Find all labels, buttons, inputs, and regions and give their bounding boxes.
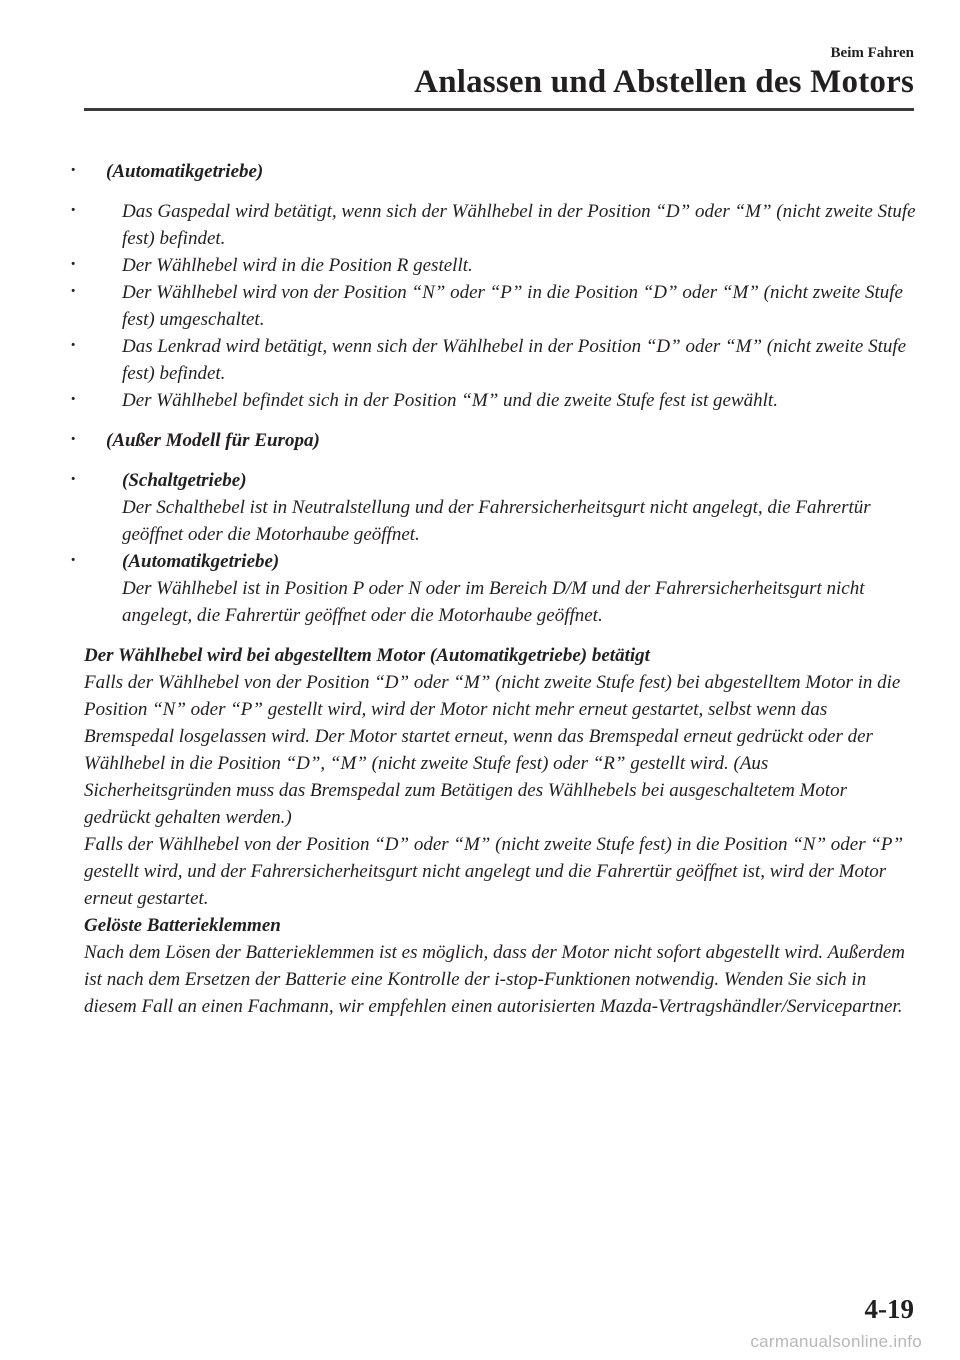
manual-text: Der Schalthebel ist in Neutralstellung und der Fahrersicherheitsgurt nicht angelegt, die Fahrertür geöffnet oder die Motorhaube geöffnet. [122, 497, 871, 545]
heading-automatic-transmission: · (Automatikgetriebe) [84, 158, 916, 185]
list-item: · Der Wählhebel wird von der Position “N” oder “P” in die Position “D” oder “M” (nicht zweite Stufe fest) umgeschaltet. [84, 279, 916, 333]
selector-lever-heading: Der Wählhebel wird bei abgestelltem Motor (Automatikgetriebe) betätigt [84, 645, 650, 666]
selector-lever-text-2: Falls der Wählhebel von der Position “D” oder “M” (nicht zweite Stufe fest) in die Position “N” oder “P” gestellt wird, und der Fahrersicherheitsgurt nicht angelegt und die Fahrertür geöffnet ist, wird der Motor erneut gestartet. [84, 834, 904, 909]
list-item: · Der Wählhebel befindet sich in der Position “M” und die zweite Stufe fest ist gewählt. [84, 387, 916, 414]
selector-lever-text-1: Falls der Wählhebel von der Position “D” oder “M” (nicht zweite Stufe fest) bei abgestelltem Motor in die Position “N” oder “P” gestellt wird, wird der Motor nicht mehr erneut gestartet, selbst wenn das Bremspedal losgelassen wird. Der Motor startet erneut, wenn das Bremspedal erneut gedrückt oder der Wählhebel in die Position “D”, “M” (nicht zweite Stufe fest) oder “R” gestellt wird. (Aus Sicherheitsgründen muss das Bremspedal zum Betätigen des Wählhebels bei ausgeschaltetem Motor gedrückt gehalten werden.) [84, 672, 901, 828]
chapter-title: Anlassen und Abstellen des Motors [414, 64, 914, 100]
automatic-text: Der Wählhebel ist in Position P oder N oder im Bereich D/M und der Fahrersicherheitsgurt nicht angelegt, die Fahrertür geöffnet oder die Motorhaube geöffnet. [122, 578, 865, 626]
heading-non-europe-model: · (Außer Modell für Europa) [84, 427, 916, 454]
manual-heading: (Schaltgetriebe) [122, 470, 247, 491]
list-item: · Der Wählhebel wird in die Position R gestellt. [84, 252, 916, 279]
list-item: · Das Lenkrad wird betätigt, wenn sich der Wählhebel in der Position “D” oder “M” (nicht zweite Stufe fest) befindet. [84, 333, 916, 387]
automatic-conditions-list [84, 198, 916, 414]
non-europe-conditions-list [84, 467, 916, 629]
page-number: 4-19 [864, 1294, 914, 1324]
header-rule [84, 108, 914, 111]
automatic-heading: (Automatikgetriebe) [122, 551, 280, 572]
list-item-automatic [84, 548, 916, 629]
page-header [414, 44, 914, 101]
watermark: carmanualsonline.info [750, 1332, 922, 1351]
battery-text: Nach dem Lösen der Batterieklemmen ist es möglich, dass der Motor nicht sofort abgestellt wird. Außerdem ist nach dem Ersetzen der Batterie eine Kontrolle der i-stop-Funktionen notwendig. Wenden Sie sich in diesem Fall an einen Fachmann, wir empfehlen einen autorisierten Mazda-Vertragshändler/Servicepartner. [84, 942, 905, 1017]
battery-heading: Gelöste Batterieklemmen [84, 915, 281, 936]
section-title: Beim Fahren [830, 45, 914, 61]
list-item-manual [84, 467, 916, 548]
selector-lever-section [84, 642, 916, 1020]
page-content [84, 158, 916, 1020]
list-item: · Das Gaspedal wird betätigt, wenn sich der Wählhebel in der Position “D” oder “M” (nicht zweite Stufe fest) befindet. [84, 198, 916, 252]
